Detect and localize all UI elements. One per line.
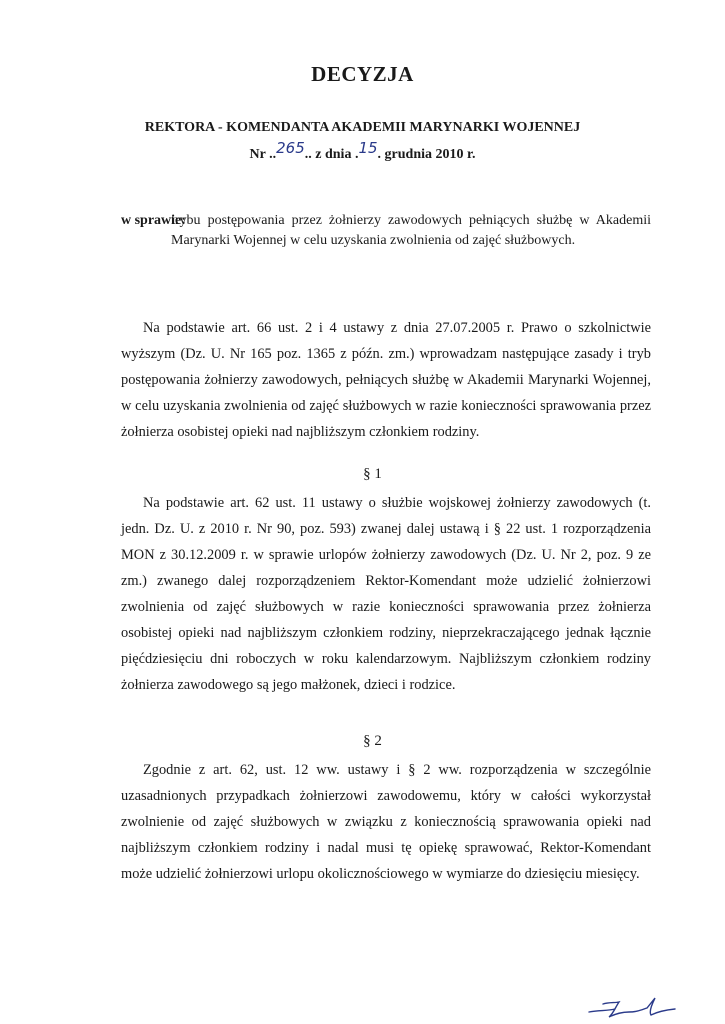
section-heading-1: § 1 [363,466,382,482]
document-issuer: REKTORA - KOMENDANTA AKADEMII MARYNARKI WOJENNEJ [144,120,581,135]
handwritten-day: 15 [358,139,378,157]
document-title: DECYZJA [311,62,414,86]
subject-label: w sprawie: [121,213,186,228]
intro-paragraph: Na podstawie art. 66 ust. 2 i 4 ustawy z dnia 27.07.2005 r. Prawo o szkolnictwie wyższym (Dz. U. Nr 165 poz. 1365 z późn. zm.) wprowadzam następujące zasady i tryb postępowania żołnierzy zawodowych, pełniących służbę w Akademii Marynarki Wojennej, w celu uzyskania zwolnienia od zajęć służbowych w razie konieczności sprawowania przez żołnierza osobistej opieki nad najbliższym członkiem rodziny. [121,320,651,440]
subject-block [121,211,651,251]
number-suffix: . grudnia 2010 r. [377,147,476,162]
handwritten-number: 265 [276,139,305,157]
section-text-2: Zgodnie z art. 62, ust. 12 ww. ustawy i § 2 ww. rozporządzenia w szczególnie uzasadnionych przypadkach żołnierzowi zawodowemu, który w całości wykorzystał zwolnienie od zajęć służbowych w związku z koniecznością sprawowania opieki nad najbliższym członkiem rodziny i nadal musi tę opiekę sprawować, Rektor-Komendant może udzielić żołnierzowi urlopu okolicznościowego w wymiarze do dziesięciu miesięcy. [121,762,651,882]
decision-number-line [0,139,725,163]
section-heading-2: § 2 [363,733,382,749]
subject-text: trybu postępowania przez żołnierzy zawodowych pełniących służbę w Akademii Marynarki Wojennej w celu uzyskania zwolnienia od zajęć służbowych. [171,213,651,248]
number-mid: .. z dnia . [304,147,359,162]
number-prefix: Nr .. [249,147,277,162]
signature-icon [585,990,680,1020]
section-text-1: Na podstawie art. 62 ust. 11 ustawy o służbie wojskowej żołnierzy zawodowych (t. jedn. Dz. U. z 2010 r. Nr 90, poz. 593) zwanej dalej ustawą i § 22 ust. 1 rozporządzenia MON z 30.12.2009 r. w sprawie urlopów żołnierzy zawodowych (Dz. U. Nr 2, poz. 9 ze zm.) zwanego dalej rozporządzeniem Rektor-Komendant może udzielić żołnierzowi zwolnienia od zajęć służbowych w razie konieczności sprawowania przez żołnierza osobistej opieki nad najbliższym członkiem rodziny, nieprzekraczającego jednak łącznie pięćdziesięciu dni roboczych w roku kalendarzowym. Najbliższym członkiem rodziny żołnierza zawodowego są jego małżonek, dzieci i rodzice. [121,495,651,693]
